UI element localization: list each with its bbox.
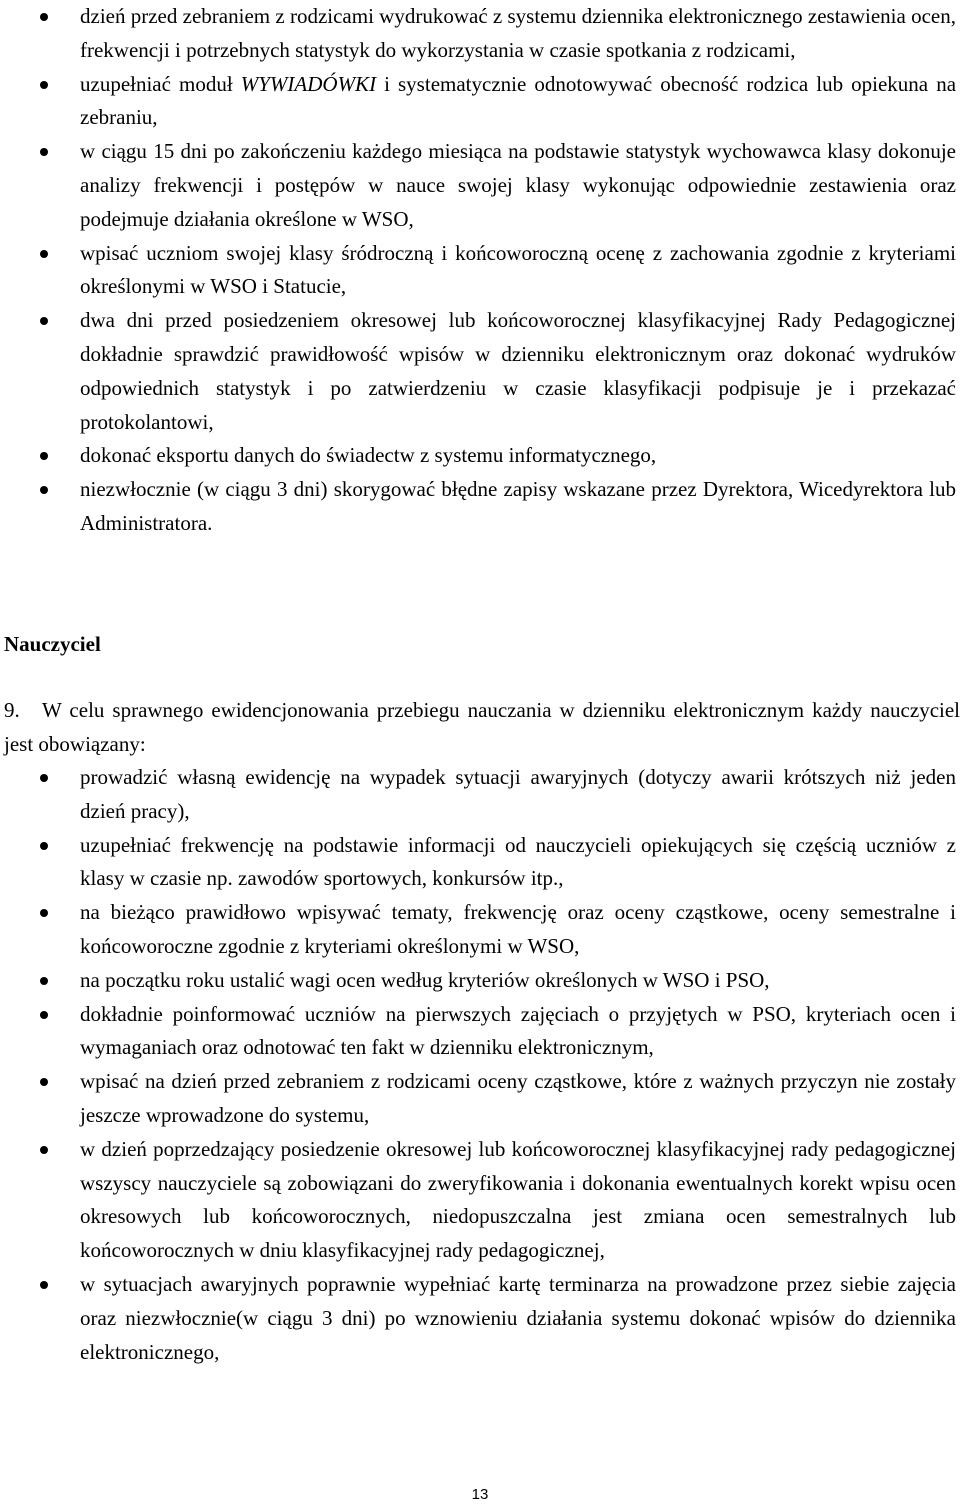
bullet-icon [40, 1281, 48, 1289]
list-item: niezwłocznie (w ciągu 3 dni) skorygować błędne zapisy wskazane przez Dyrektora, Wicedyrektora lub Administratora. [0, 473, 960, 541]
bullet-icon [40, 909, 48, 917]
list-item: w ciągu 15 dni po zakończeniu każdego miesiąca na podstawie statystyk wychowawca klasy dokonuje analizy frekwencji i postępów w nauce swojej klasy wykonując odpowiednie zestawienia oraz podejmuje działania określone w WSO, [0, 135, 960, 236]
list-item: dwa dni przed posiedzeniem okresowej lub końcoworocznej klasyfikacyjnej Rady Pedagogicznej dokładnie sprawdzić prawidłowość wpisów w dzienniku elektronicznym oraz dokonać wydruków odpowiednich statystyk i po zatwierdzeniu w czasie klasyfikacji podpisuje je i przekazać protokolantowi, [0, 304, 960, 439]
bullet-icon [40, 452, 48, 460]
list-item: dokładnie poinformować uczniów na pierwszych zajęciach o przyjętych w PSO, kryteriach ocen i wymaganiach oraz odnotować ten fakt w dzienniku elektronicznym, [0, 998, 960, 1066]
module-name: WYWIADÓWKI [240, 71, 377, 96]
bullet-icon [40, 842, 48, 850]
bullet-icon [40, 1011, 48, 1019]
page-number: 13 [471, 1486, 489, 1503]
teacher-duties-list [0, 761, 960, 1369]
list-item: dokonać eksportu danych do świadectw z systemu informatycznego, [0, 439, 960, 473]
section-heading: Nauczyciel [4, 632, 101, 656]
list-item: w dzień poprzedzający posiedzenie okresowej lub końcoworocznej klasyfikacyjnej rady pedagogicznej wszyscy nauczyciele są zobowiązani do zweryfikowania i dokonania ewentualnych korekt wpisu ocen okresowych lub końcoworocznych, niedopuszczalna jest zmiana ocen semestralnych lub końcoworocznych w dniu klasyfikacyjnej rady pedagogicznej, [0, 1133, 960, 1268]
bullet-icon [40, 774, 48, 782]
bullet-icon [40, 250, 48, 258]
list-item: uzupełniać moduł WYWIADÓWKI i systematycznie odnotowywać obecność rodzica lub opiekuna na zebraniu, [0, 68, 960, 136]
list-item: wpisać uczniom swojej klasy śródroczną i końcoworoczną ocenę z zachowania zgodnie z kryteriami określonymi w WSO i Statucie, [0, 237, 960, 305]
bullet-icon [40, 977, 48, 985]
list-item: na bieżąco prawidłowo wpisywać tematy, frekwencję oraz oceny cząstkowe, oceny semestralne i końcoworoczne zgodnie z kryteriami określonymi w WSO, [0, 896, 960, 964]
list-item: wpisać na dzień przed zebraniem z rodzicami oceny cząstkowe, które z ważnych przyczyn nie zostały jeszcze wprowadzone do systemu, [0, 1065, 960, 1133]
list-item: prowadzić własną ewidencję na wypadek sytuacji awaryjnych (dotyczy awarii krótszych niż jeden dzień pracy), [0, 761, 960, 829]
section-intro: 9. W celu sprawnego ewidencjonowania przebiegu nauczania w dzienniku elektronicznym każdy nauczyciel jest obowiązany: [0, 694, 960, 762]
list-item: w sytuacjach awaryjnych poprawnie wypełniać kartę terminarza na prowadzone przez siebie zajęcia oraz niezwłocznie(w ciągu 3 dni) po wznowieniu działania systemu dokonać wpisów do dziennika elektronicznego, [0, 1268, 960, 1369]
bullet-icon [40, 486, 48, 494]
list-item: uzupełniać frekwencję na podstawie informacji od nauczycieli opiekujących się częścią uczniów z klasy w czasie np. zawodów sportowych, konkursów itp., [0, 829, 960, 897]
bullet-icon [40, 1146, 48, 1154]
bullet-icon [40, 81, 48, 89]
homeroom-duties-list [0, 0, 960, 541]
bullet-icon [40, 317, 48, 325]
list-item: na początku roku ustalić wagi ocen według kryteriów określonych w WSO i PSO, [0, 964, 960, 998]
section-number: 9. [4, 698, 20, 722]
list-item: dzień przed zebraniem z rodzicami wydrukować z systemu dziennika elektronicznego zestawienia ocen, frekwencji i potrzebnych statystyk do wykorzystania w czasie spotkania z rodzicami, [0, 0, 960, 68]
bullet-icon [40, 1078, 48, 1086]
bullet-icon [40, 148, 48, 156]
bullet-icon [40, 13, 48, 21]
